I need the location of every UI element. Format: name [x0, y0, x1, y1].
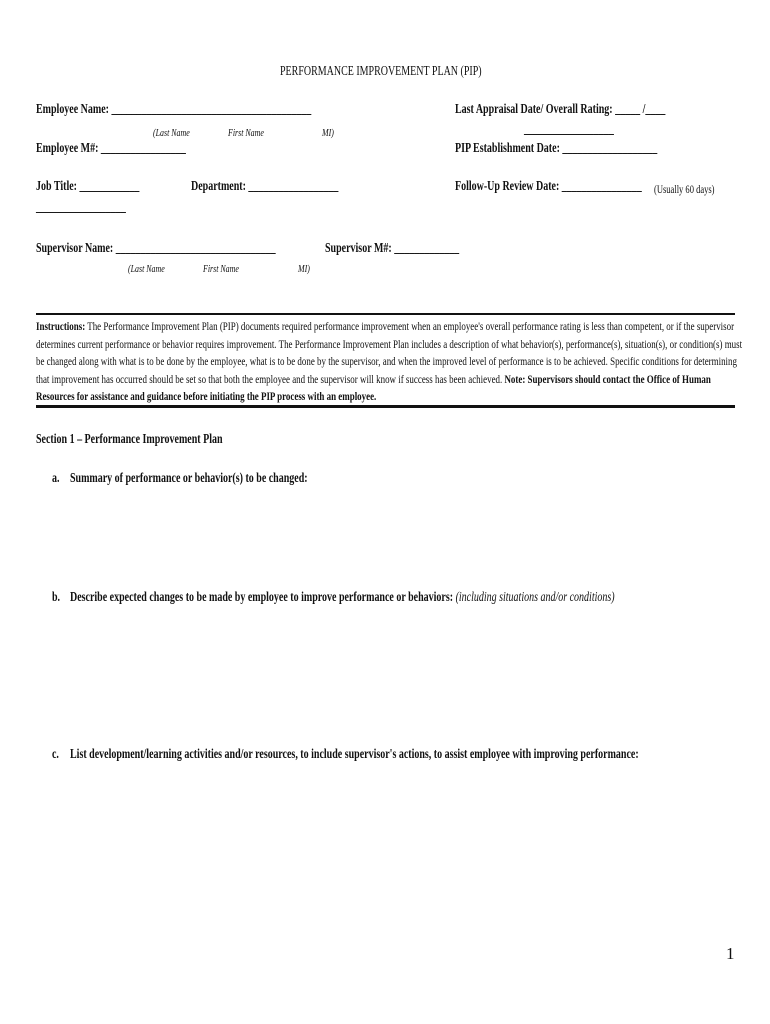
last-appraisal-continuation: __________________	[524, 121, 614, 136]
item-a-marker: a.	[52, 470, 60, 485]
item-a-label: Summary of performance or behavior(s) to be changed:	[70, 470, 308, 485]
page-number: 1	[726, 944, 735, 963]
name-hint-mi: MI)	[322, 127, 334, 139]
instructions-note-a: Note: Supervisors should contact the Office of Human	[504, 371, 711, 386]
follow-up-review-date-field[interactable]: Follow-Up Review Date: ________________	[455, 178, 642, 193]
item-b-note: (including situations and/or conditions)	[453, 589, 615, 604]
employee-name-field[interactable]: Employee Name: ________________________________________	[36, 101, 312, 116]
supervisor-m-field[interactable]: Supervisor M#: _____________	[325, 240, 460, 255]
item-c-response-area[interactable]	[70, 763, 730, 933]
instructions-line-3: be changed along with what is to be done by the employee, what is to be done by the supervisor, and when the improved level of performance is to be achieved. Specific conditions for determining	[36, 354, 737, 369]
last-appraisal-field[interactable]: Last Appraisal Date/ Overall Rating: _____ /____	[455, 101, 666, 116]
name-hint-last: (Last Name	[153, 127, 190, 139]
instructions-line-2: determines current performance or behavior requires improvement. The Performance Improvement Plan includes a description of what behavior(s), performance(s), situation(s), or condition(s) must	[36, 336, 743, 351]
job-title-field[interactable]: Job Title: ____________	[36, 178, 140, 193]
item-b-response-area[interactable]	[70, 606, 730, 736]
instructions-note-b: Resources for assistance and guidance before initiating the PIP process with an employee.	[36, 389, 377, 404]
instructions-line-1: The Performance Improvement Plan (PIP) documents required performance improvement when an employee's overall performance rating is less than competent, or if the supervisor	[85, 319, 735, 333]
follow-up-note: (Usually 60 days)	[654, 184, 715, 196]
instructions-top-rule	[36, 313, 735, 315]
item-b-label: Describe expected changes to be made by employee to improve performance or behaviors: (including situations and/or conditions)	[70, 589, 615, 604]
name-hint-first: First Name	[228, 127, 264, 139]
item-a-response-area[interactable]	[70, 486, 730, 581]
item-c-label: List development/learning activities and/or resources, to include supervisor's actions, to assist employee with improving performance:	[70, 746, 639, 761]
sup-hint-last: (Last Name	[128, 263, 165, 275]
instructions-block	[36, 318, 743, 406]
pip-establishment-date-field[interactable]: PIP Establishment Date: ___________________	[455, 140, 658, 155]
sup-hint-mi: MI)	[298, 263, 310, 275]
section-1-heading: Section 1 – Performance Improvement Plan	[36, 431, 223, 446]
item-c-marker: c.	[52, 746, 59, 761]
instructions-line-4: that improvement has occurred should be set so that both the employee and the supervisor will know if success has been achieved.	[36, 371, 505, 386]
item-b-marker: b.	[52, 589, 61, 604]
employee-m-field[interactable]: Employee M#: _________________	[36, 140, 186, 155]
job-title-continuation: __________________	[36, 199, 126, 214]
instructions-bottom-rule	[36, 405, 735, 408]
department-field[interactable]: Department: __________________	[191, 178, 339, 193]
document-title: PERFORMANCE IMPROVEMENT PLAN (PIP)	[280, 63, 482, 78]
supervisor-name-field[interactable]: Supervisor Name: ________________________________	[36, 240, 276, 255]
sup-hint-first: First Name	[203, 263, 239, 275]
instructions-label: Instructions:	[36, 319, 86, 333]
